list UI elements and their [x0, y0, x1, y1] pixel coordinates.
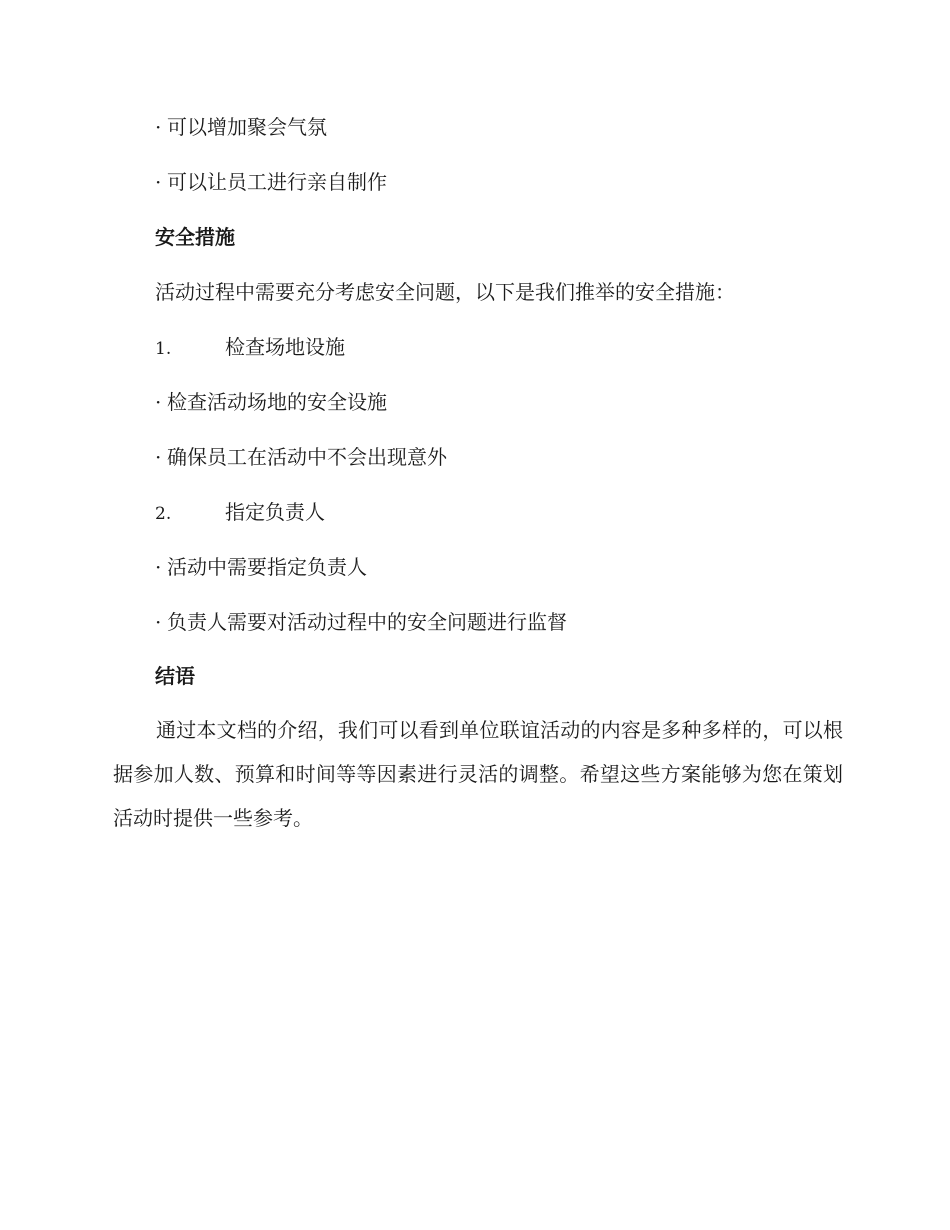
item-label: 检查场地设施 — [225, 335, 345, 359]
bullet-dot: · — [155, 170, 162, 194]
bullet-dot: · — [155, 390, 162, 414]
bullet-dot: · — [155, 610, 162, 634]
bullet-text: 检查活动场地的安全设施 — [167, 390, 387, 414]
section-heading-safety: 安全措施 — [155, 225, 235, 249]
bullet-item — [155, 388, 387, 416]
bullet-text: 活动中需要指定负责人 — [167, 555, 367, 579]
conclusion-paragraph: 通过本文档的介绍，我们可以看到单位联谊活动的内容是多种多样的，可以根据参加人数、预算和时间等等因素进行灵活的调整。希望这些方案能够为您在策划活动时提供一些参考。 — [113, 718, 843, 830]
bullet-text: 可以让员工进行亲自制作 — [167, 170, 387, 194]
safety-intro-text: 活动过程中需要充分考虑安全问题，以下是我们推举的安全措施： — [155, 280, 735, 304]
bullet-item — [155, 113, 327, 141]
item-number: 1. — [155, 339, 172, 359]
bullet-text: 确保员工在活动中不会出现意外 — [167, 445, 447, 469]
section-heading-conclusion: 结语 — [155, 664, 195, 688]
bullet-item — [155, 608, 567, 636]
bullet-item — [155, 443, 447, 471]
item-number: 2. — [155, 504, 172, 524]
bullet-text: 可以增加聚会气氛 — [167, 115, 327, 139]
bullet-item — [155, 168, 387, 196]
bullet-text: 负责人需要对活动过程中的安全问题进行监督 — [167, 610, 567, 634]
bullet-dot: · — [155, 555, 162, 579]
bullet-dot: · — [155, 445, 162, 469]
bullet-item — [155, 553, 367, 581]
numbered-item — [155, 333, 345, 363]
bullet-dot: · — [155, 115, 162, 139]
numbered-item — [155, 498, 325, 528]
item-label: 指定负责人 — [225, 500, 325, 524]
